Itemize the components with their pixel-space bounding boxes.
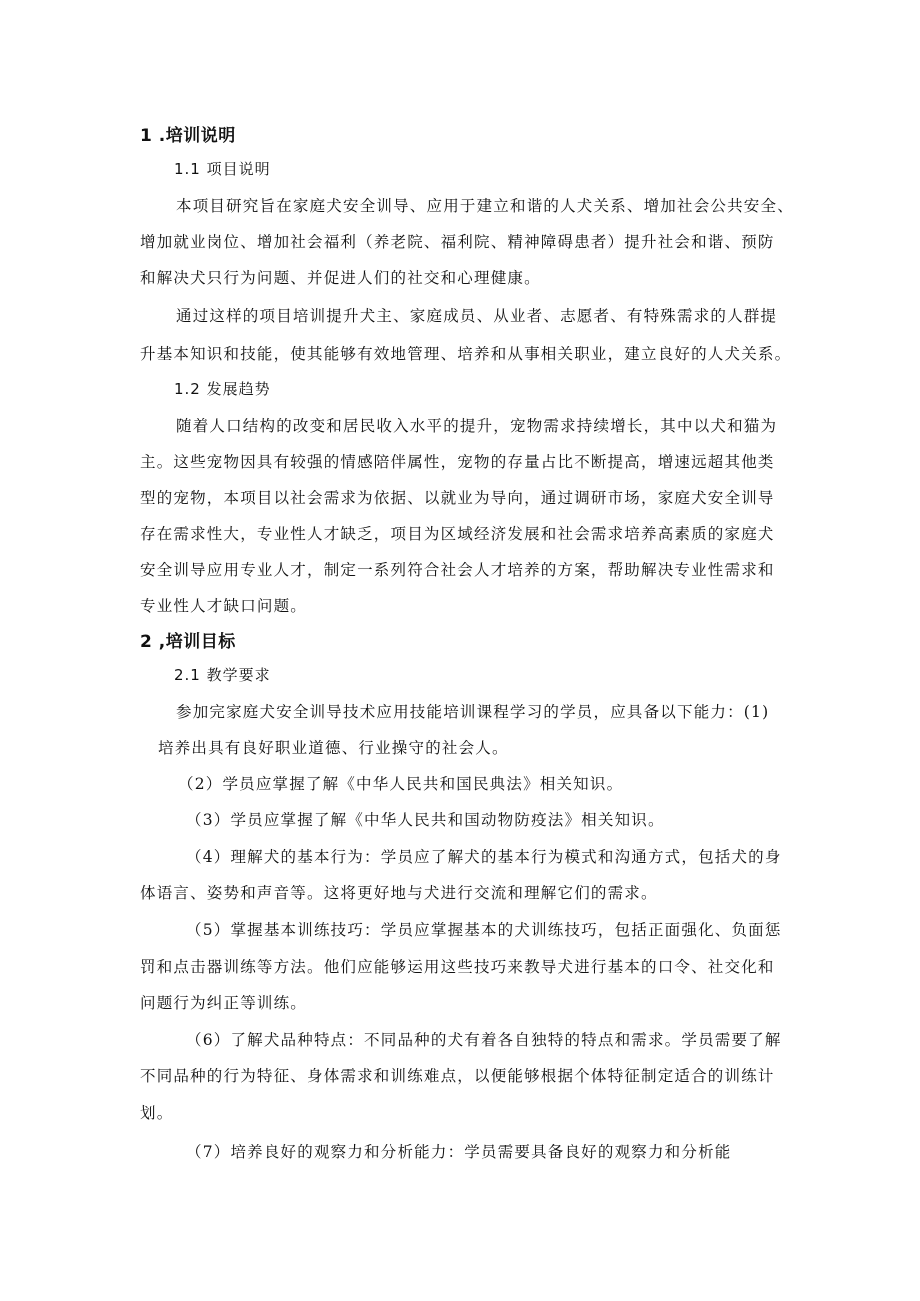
paragraph-line: 本项目研究旨在家庭犬安全训导、应用于建立和谐的人犬关系、增加社会公共安全、 <box>176 197 794 215</box>
paragraph-line: 罚和点击器训练等方法。他们应能够运用这些技巧来教导犬进行基本的口令、社交化和 <box>140 958 775 976</box>
section-heading-2: 2 ,培训目标 <box>140 632 236 652</box>
paragraph-line: 体语言、姿势和声音等。这将更好地与犬进行交流和理解它们的需求。 <box>140 884 658 902</box>
paragraph-line: （6）了解犬品种特点：不同品种的犬有着各自独特的特点和需求。学员需要了解 <box>186 1031 782 1049</box>
paragraph-line: 随着人口结构的改变和居民收入水平的提升，宠物需求持续增长，其中以犬和猫为 <box>176 417 778 435</box>
paragraph-line: 专业性人才缺口问题。 <box>140 597 308 615</box>
paragraph-line: 不同品种的行为特征、身体需求和训练难点，以便能够根据个体特征制定适合的训练计 <box>140 1067 775 1085</box>
paragraph-line: （2）学员应掌握了解《中华人民共和国民典法》相关知识。 <box>178 775 624 793</box>
paragraph-line: （4）理解犬的基本行为：学员应了解犬的基本行为模式和沟通方式，包括犬的身 <box>186 848 782 866</box>
subsection-heading-1-2: 1.2 发展趋势 <box>174 380 271 398</box>
subsection-heading-1-1: 1.1 项目说明 <box>174 160 271 178</box>
paragraph-line: 通过这样的项目培训提升犬主、家庭成员、从业者、志愿者、有特殊需求的人群提 <box>176 307 778 325</box>
paragraph-line: （7）培养良好的观察力和分析能力：学员需要具备良好的观察力和分析能 <box>186 1143 732 1161</box>
subsection-heading-2-1: 2.1 教学要求 <box>174 666 271 684</box>
paragraph-line: 增加就业岗位、增加社会福利（养老院、福利院、精神障碍患者）提升社会和谐、预防 <box>140 233 775 251</box>
paragraph-line: 培养出具有良好职业道德、行业操守的社会人。 <box>158 739 509 757</box>
paragraph-line: 参加完家庭犬安全训导技术应用技能培训课程学习的学员，应具备以下能力：(1) <box>176 703 770 721</box>
paragraph-line: 和解决犬只行为问题、并促进人们的社交和心理健康。 <box>140 269 541 287</box>
paragraph-line: 升基本知识和技能，使其能够有效地管理、培养和从事相关职业，建立良好的人犬关系。 <box>140 345 792 363</box>
paragraph-line: 问题行为纠正等训练。 <box>140 994 308 1012</box>
paragraph-line: （5）掌握基本训练技巧：学员应掌握基本的犬训练技巧，包括正面强化、负面惩 <box>186 921 782 939</box>
paragraph-line: （3）学员应掌握了解《中华人民共和国动物防疫法》相关知识。 <box>186 811 665 829</box>
paragraph-line: 存在需求性大，专业性人才缺乏，项目为区域经济发展和社会需求培养高素质的家庭犬 <box>140 525 775 543</box>
section-heading-1: 1 .培训说明 <box>140 126 236 146</box>
paragraph-line: 型的宠物，本项目以社会需求为依据、以就业为导向，通过调研市场，家庭犬安全训导 <box>140 489 775 507</box>
paragraph-line: 划。 <box>140 1104 174 1122</box>
paragraph-line: 安全训导应用专业人才，制定一系列符合社会人才培养的方案，帮助解决专业性需求和 <box>140 561 775 579</box>
paragraph-line: 主。这些宠物因具有较强的情感陪伴属性，宠物的存量占比不断提高，增速远超其他类 <box>140 453 775 471</box>
